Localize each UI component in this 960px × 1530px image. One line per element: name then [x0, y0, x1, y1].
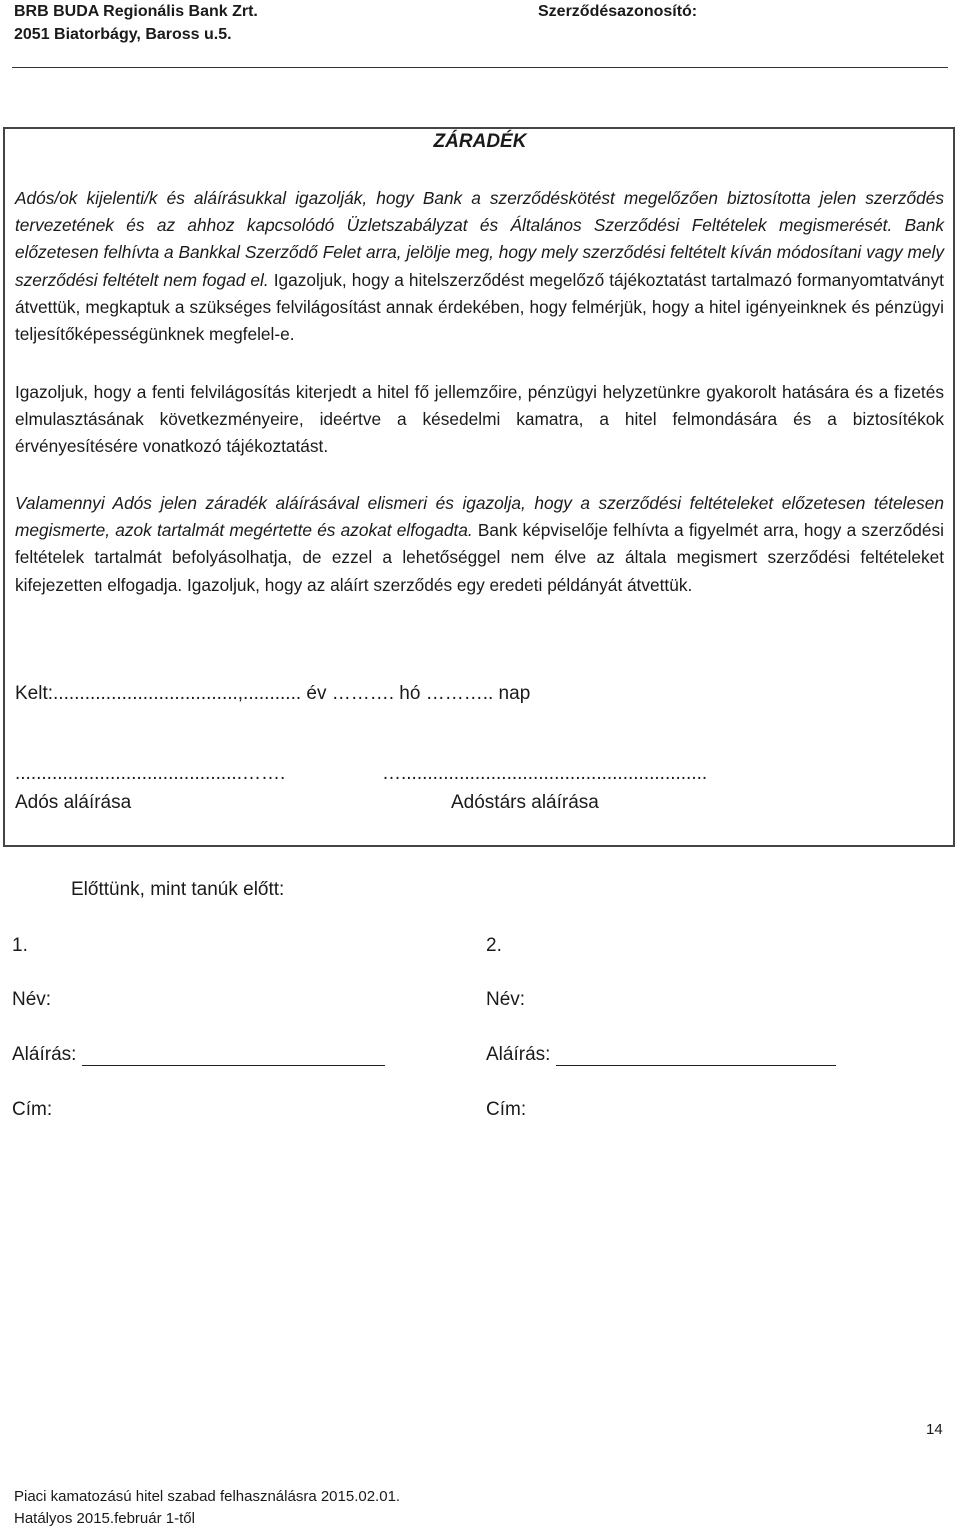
- clause-paragraph-1-italic: Adós/ok kijelenti/k és aláírásukkal igazolják, hogy Bank a szerződéskötést megelőzően biztosította jelen szerződés tervezetének és az ahhoz kapcsolódó Üzletszabályzat és Általános Szerződési Feltételek megismerését. Bank előzetesen felhívta a Bankkal Szerződő Felet arra, jelölje meg, hogy mely szerződési feltételt kíván módosítani vagy mely szerződési feltételt nem fogad el.: [15, 188, 944, 290]
- bank-address: 2051 Biatorbágy, Baross u.5.: [14, 26, 232, 43]
- witness-1-number: 1.: [12, 935, 28, 956]
- clause-paragraph-1: [15, 185, 944, 348]
- witness-2-signature-label: Aláírás:: [486, 1044, 551, 1065]
- witness-1-signature-row: [12, 1044, 385, 1066]
- clause-title: ZÁRADÉK: [433, 131, 527, 152]
- witness-1-signature-label: Aláírás:: [12, 1044, 77, 1065]
- witness-2-number: 2.: [486, 935, 502, 956]
- codebtor-signature-dots: …..........................................................: [382, 763, 708, 784]
- witness-2-signature-line[interactable]: [556, 1045, 836, 1066]
- witness-1-name-label: Név:: [12, 989, 52, 1010]
- clause-paragraph-3-italic: Valamennyi Adós jelen záradék aláírásával elismeri és igazolja, hogy a szerződési feltételeket előzetesen tételesen megismerte, azok tartalmát megértette és azokat elfogadta.: [15, 493, 944, 541]
- date-line: Kelt:...................................,........... év ………. hó ……….. nap: [15, 683, 531, 704]
- clause-paragraph-2: [15, 379, 944, 461]
- bank-name: BRB BUDA Regionális Bank Zrt.: [14, 3, 258, 20]
- contract-id-label: Szerződésazonosító:: [538, 3, 698, 20]
- witness-1-signature-line[interactable]: [82, 1045, 385, 1066]
- witnesses-heading: Előttünk, mint tanúk előtt:: [71, 879, 285, 900]
- debtor-signature-dots: ...........................................…….: [15, 763, 286, 784]
- page-number: 14: [926, 1421, 943, 1438]
- clause-paragraph-1-rest: Igazoljuk, hogy a hitelszerződést megelőző tájékoztatást tartalmazó formanyomtatványt átvettük, megkaptuk a szükséges felvilágosítást annak érdekében, hogy felmérjük, hogy a hitel igényeinknek és pénzügyi teljesítőképességünknek megfelel-e.: [15, 269, 944, 345]
- witness-1-address-label: Cím:: [12, 1099, 53, 1120]
- debtor-signature-label: Adós aláírása: [15, 792, 132, 813]
- clause-paragraph-3: [15, 490, 944, 599]
- clause-paragraph-3-rest: Bank képviselője felhívta a figyelmét arra, hogy a szerződési feltételek tartalmát befolyásolhatja, de ezzel a lehetőséggel nem élve az általa megismert szerződési feltételeket kifejezetten elfogadja. Igazoljuk, hogy az aláírt szerződés egy eredeti példányát átvettük.: [15, 520, 945, 595]
- witness-2-signature-row: [486, 1044, 836, 1066]
- footer-product: Piaci kamatozású hitel szabad felhasználásra 2015.02.01.: [14, 1488, 401, 1505]
- header-divider: [12, 67, 948, 68]
- footer-effective-date: Hatályos 2015.február 1-től: [14, 1510, 195, 1527]
- codebtor-signature-label: Adóstárs aláírása: [451, 792, 599, 813]
- witness-2-name-label: Név:: [486, 989, 526, 1010]
- witness-2-address-label: Cím:: [486, 1099, 527, 1120]
- clause-paragraph-2-text: Igazoljuk, hogy a fenti felvilágosítás kiterjedt a hitel fő jellemzőire, pénzügyi helyzetünkre gyakorolt hatására és a fizetés elmulasztásának következményeire, ideértve a késedelmi kamatra, a hitel felmondására és a biztosítékok érvényesítésére vonatkozó tájékoztatást.: [15, 382, 944, 457]
